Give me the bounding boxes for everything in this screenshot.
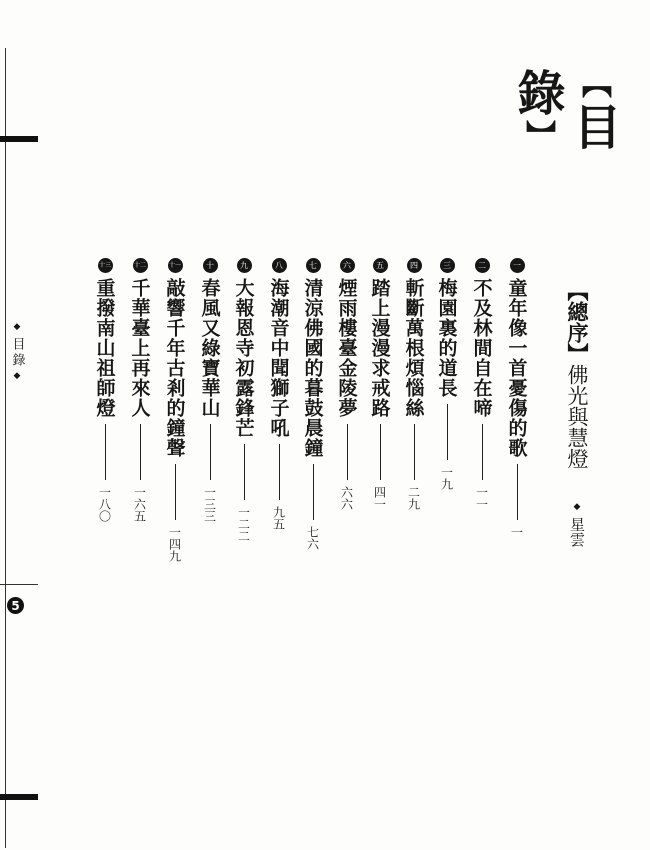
chapter-number-badge: 十二 bbox=[133, 258, 148, 273]
page-title bbox=[509, 68, 621, 230]
chapter-number-badge: 八 bbox=[272, 258, 287, 273]
toc-entry[interactable] bbox=[296, 258, 330, 618]
chapter-page: 九五 bbox=[271, 506, 286, 530]
toc-entry[interactable] bbox=[262, 258, 296, 618]
chapter-page: 一六五 bbox=[132, 486, 147, 522]
chapter-title: 梅園裏的道長 bbox=[435, 278, 458, 398]
title-bracket-open: 【 bbox=[576, 68, 611, 102]
chapter-number-badge: 五 bbox=[373, 258, 388, 273]
margin-bar-top bbox=[0, 136, 38, 142]
chapter-number-badge: 九 bbox=[237, 258, 252, 273]
toc-entry[interactable] bbox=[363, 258, 397, 618]
preface-title: 佛光與慧燈 bbox=[565, 364, 589, 469]
chapter-title: 大報恩寺初露鋒芒 bbox=[232, 278, 255, 438]
chapter-title: 踏上漫漫求戒路 bbox=[368, 278, 391, 418]
chapter-page: 一一 bbox=[474, 486, 489, 510]
table-of-contents bbox=[0, 258, 650, 618]
chapter-page: 一四九 bbox=[167, 526, 182, 562]
chapter-number-badge: 十一 bbox=[168, 258, 183, 273]
diamond-icon: ◆ bbox=[12, 322, 22, 335]
toc-entry[interactable] bbox=[397, 258, 431, 618]
toc-entry[interactable] bbox=[430, 258, 464, 618]
chapter-page: 一三三 bbox=[202, 486, 217, 522]
chapter-number-badge: 十三 bbox=[98, 258, 113, 273]
preface-bracket-open: 【 bbox=[565, 280, 590, 301]
diamond-icon: ◆ bbox=[12, 371, 22, 384]
toc-entry[interactable] bbox=[158, 258, 192, 618]
chapter-title: 重撥南山祖師燈 bbox=[93, 278, 116, 418]
running-head-text: 目錄 bbox=[9, 337, 25, 369]
title-text: 目錄 bbox=[509, 68, 621, 154]
leader-line bbox=[210, 424, 211, 480]
chapter-number-badge: 十 bbox=[203, 258, 218, 273]
toc-entry[interactable] bbox=[123, 258, 157, 618]
toc-entry[interactable] bbox=[330, 258, 364, 618]
chapter-number-badge: 二 bbox=[475, 258, 490, 273]
toc-entry[interactable] bbox=[500, 258, 534, 618]
chapter-page: 七六 bbox=[305, 526, 320, 550]
toc-entry[interactable] bbox=[465, 258, 499, 618]
chapter-number-badge: 一 bbox=[510, 258, 525, 273]
chapter-title: 煙雨樓臺金陵夢 bbox=[335, 278, 358, 418]
title-bracket-close: 】 bbox=[520, 120, 555, 154]
chapter-page: 一八〇 bbox=[97, 486, 112, 522]
chapter-number-badge: 三 bbox=[440, 258, 455, 273]
chapter-title: 不及林間自在啼 bbox=[470, 278, 493, 418]
leader-line bbox=[347, 424, 348, 480]
chapter-title: 斬斷萬根煩惱絲 bbox=[402, 278, 425, 418]
chapter-title: 清涼佛國的暮鼓晨鐘 bbox=[301, 278, 324, 458]
toc-entry[interactable] bbox=[227, 258, 261, 618]
leader-line bbox=[140, 424, 141, 480]
leader-line bbox=[105, 424, 106, 480]
leader-line bbox=[380, 424, 381, 480]
leader-line bbox=[482, 424, 483, 480]
chapter-page: 一九 bbox=[439, 466, 454, 490]
leader-line bbox=[414, 424, 415, 480]
leader-line bbox=[175, 464, 176, 520]
chapter-title: 敲響千年古剎的鐘聲 bbox=[163, 278, 186, 458]
chapter-page: 一 bbox=[509, 526, 524, 538]
chapter-title: 童年像一首憂傷的歌 bbox=[505, 278, 528, 458]
preface-label: 總序 bbox=[565, 301, 590, 343]
toc-entry[interactable] bbox=[193, 258, 227, 618]
chapter-title: 春風又綠寶華山 bbox=[198, 278, 221, 418]
chapter-page: 六六 bbox=[339, 486, 354, 510]
leader-line bbox=[313, 464, 314, 520]
chapter-page: 四一 bbox=[372, 486, 387, 510]
leader-line bbox=[447, 404, 448, 460]
diamond-icon: ◆ bbox=[572, 501, 582, 512]
chapter-page: 二九 bbox=[406, 486, 421, 510]
chapter-number-badge: 七 bbox=[306, 258, 321, 273]
toc-entry[interactable] bbox=[88, 258, 122, 618]
leader-line bbox=[517, 464, 518, 520]
author-name: 星雲 bbox=[568, 516, 586, 547]
chapter-number-badge: 六 bbox=[340, 258, 355, 273]
preface-bracket-close: 】 bbox=[565, 343, 590, 364]
page-number: 5 bbox=[7, 597, 24, 614]
leader-line bbox=[244, 444, 245, 500]
chapter-number-badge: 四 bbox=[407, 258, 422, 273]
chapter-page: 一二二 bbox=[236, 506, 251, 542]
chapter-title: 千華臺上再來人 bbox=[128, 278, 151, 418]
leader-line bbox=[279, 444, 280, 500]
margin-bar-bottom bbox=[0, 794, 38, 800]
chapter-title: 海潮音中聞獅子吼 bbox=[267, 278, 290, 438]
